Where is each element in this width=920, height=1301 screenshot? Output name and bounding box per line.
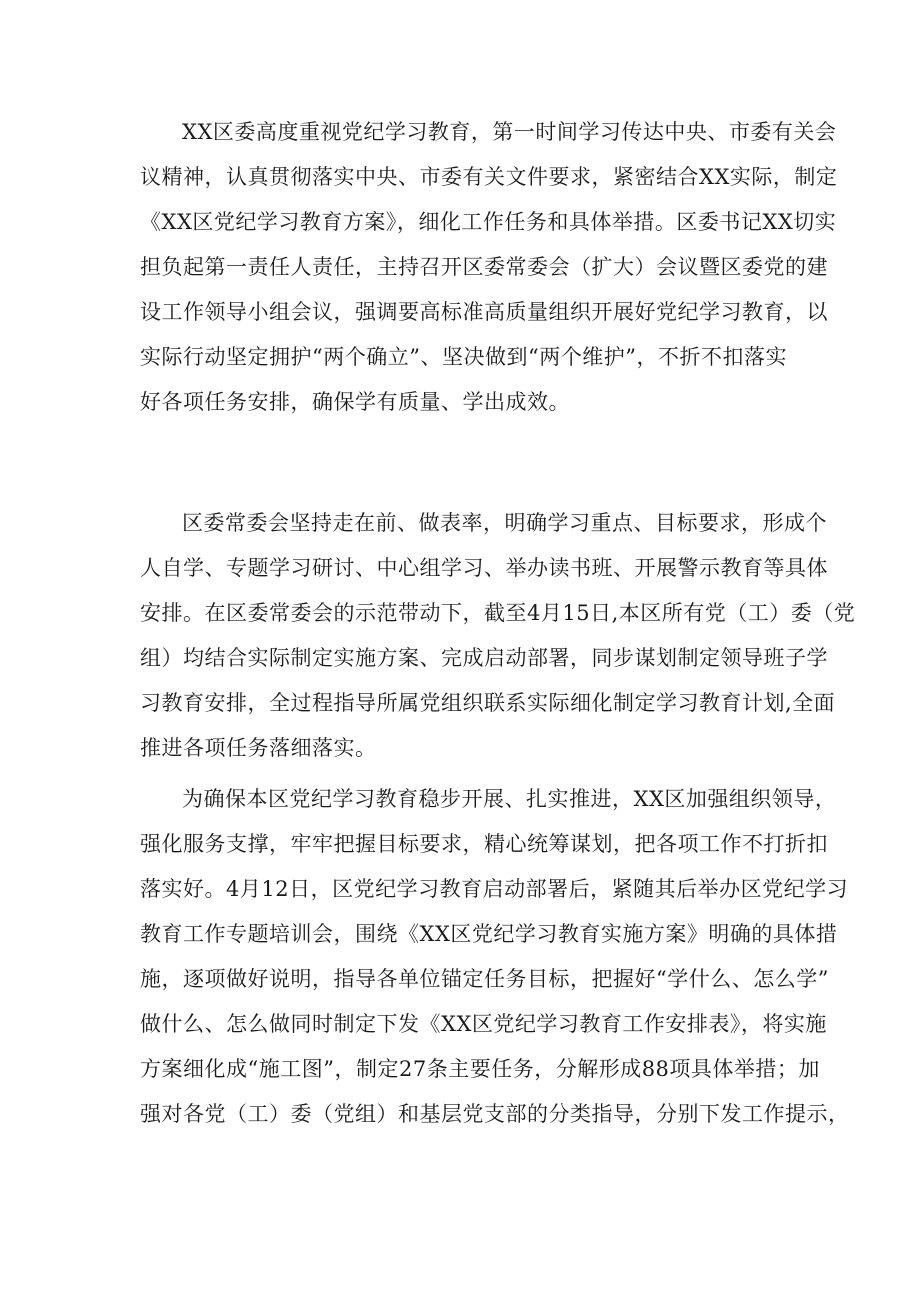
paragraph-line: 议精神，认真贯彻落实中央、市委有关文件要求，紧密结合XX实际，制定 bbox=[140, 165, 838, 189]
paragraph-line: 实际行动坚定拥护“两个确立”、坚决做到“两个维护”，不折不扣落实 bbox=[140, 345, 787, 369]
paragraph-line: 教育工作专题培训会，围绕《XX区党纪学习教育实施方案》明确的具体措 bbox=[140, 922, 838, 946]
paragraph-line: 人自学、专题学习研讨、中心组学习、举办读书班、开展警示教育等具体 bbox=[140, 556, 828, 580]
paragraph-line: 强化服务支撑，牢牢把握目标要求，精心统筹谋划，把各项工作不打折扣 bbox=[140, 832, 828, 856]
paragraph-line: 为确保本区党纪学习教育稳步开展、扎实推进，XX区加强组织领导， bbox=[182, 787, 837, 811]
paragraph-line: XX区委高度重视党纪学习教育，第一时间学习传达中央、市委有关会 bbox=[182, 120, 837, 144]
paragraph-2 bbox=[140, 501, 856, 771]
paragraph-line: 强对各党（工）委（党组）和基层党支部的分类指导，分别下发工作提示， bbox=[140, 1102, 850, 1126]
paragraph-line: 《XX区党纪学习教育方案》，细化工作任务和具体举措。区委书记XX切实 bbox=[140, 210, 837, 234]
paragraph-line: 施，逐项做好说明，指导各单位锚定任务目标，把握好“学什么、怎么学” bbox=[140, 967, 829, 991]
paragraph-line: 安排。在区委常委会的示范带动下，截至4月15日,本区所有党（工）委（党 bbox=[140, 601, 856, 625]
paragraph-line: 方案细化成“施工图”，制定27条主要任务，分解形成88项具体举措；加 bbox=[140, 1057, 820, 1081]
paragraph-line: 区委常委会坚持走在前、做表率，明确学习重点、目标要求，形成个 bbox=[182, 511, 827, 535]
paragraph-1 bbox=[140, 110, 838, 425]
paragraph-line: 落实好。4月12日，区党纪学习教育启动部署后，紧随其后举办区党纪学习 bbox=[140, 877, 849, 901]
paragraph-line: 组）均结合实际制定实施方案、完成启动部署，同步谋划制定领导班子学 bbox=[140, 646, 828, 670]
paragraph-3 bbox=[140, 777, 850, 1137]
paragraph-line: 习教育安排，全过程指导所属党组织联系实际细化制定学习教育计划,全面 bbox=[140, 691, 836, 715]
paragraph-line: 担负起第一责任人责任，主持召开区委常委会（扩大）会议暨区委党的建 bbox=[140, 255, 828, 279]
paragraph-line: 好各项任务安排，确保学有质量、学出成效。 bbox=[140, 390, 570, 414]
paragraph-line: 推进各项任务落细落实。 bbox=[140, 736, 377, 760]
paragraph-line: 做什么、怎么做同时制定下发《XX区党纪学习教育工作安排表》，将实施 bbox=[140, 1012, 827, 1036]
paragraph-line: 设工作领导小组会议，强调要高标准高质量组织开展好党纪学习教育，以 bbox=[140, 300, 828, 324]
